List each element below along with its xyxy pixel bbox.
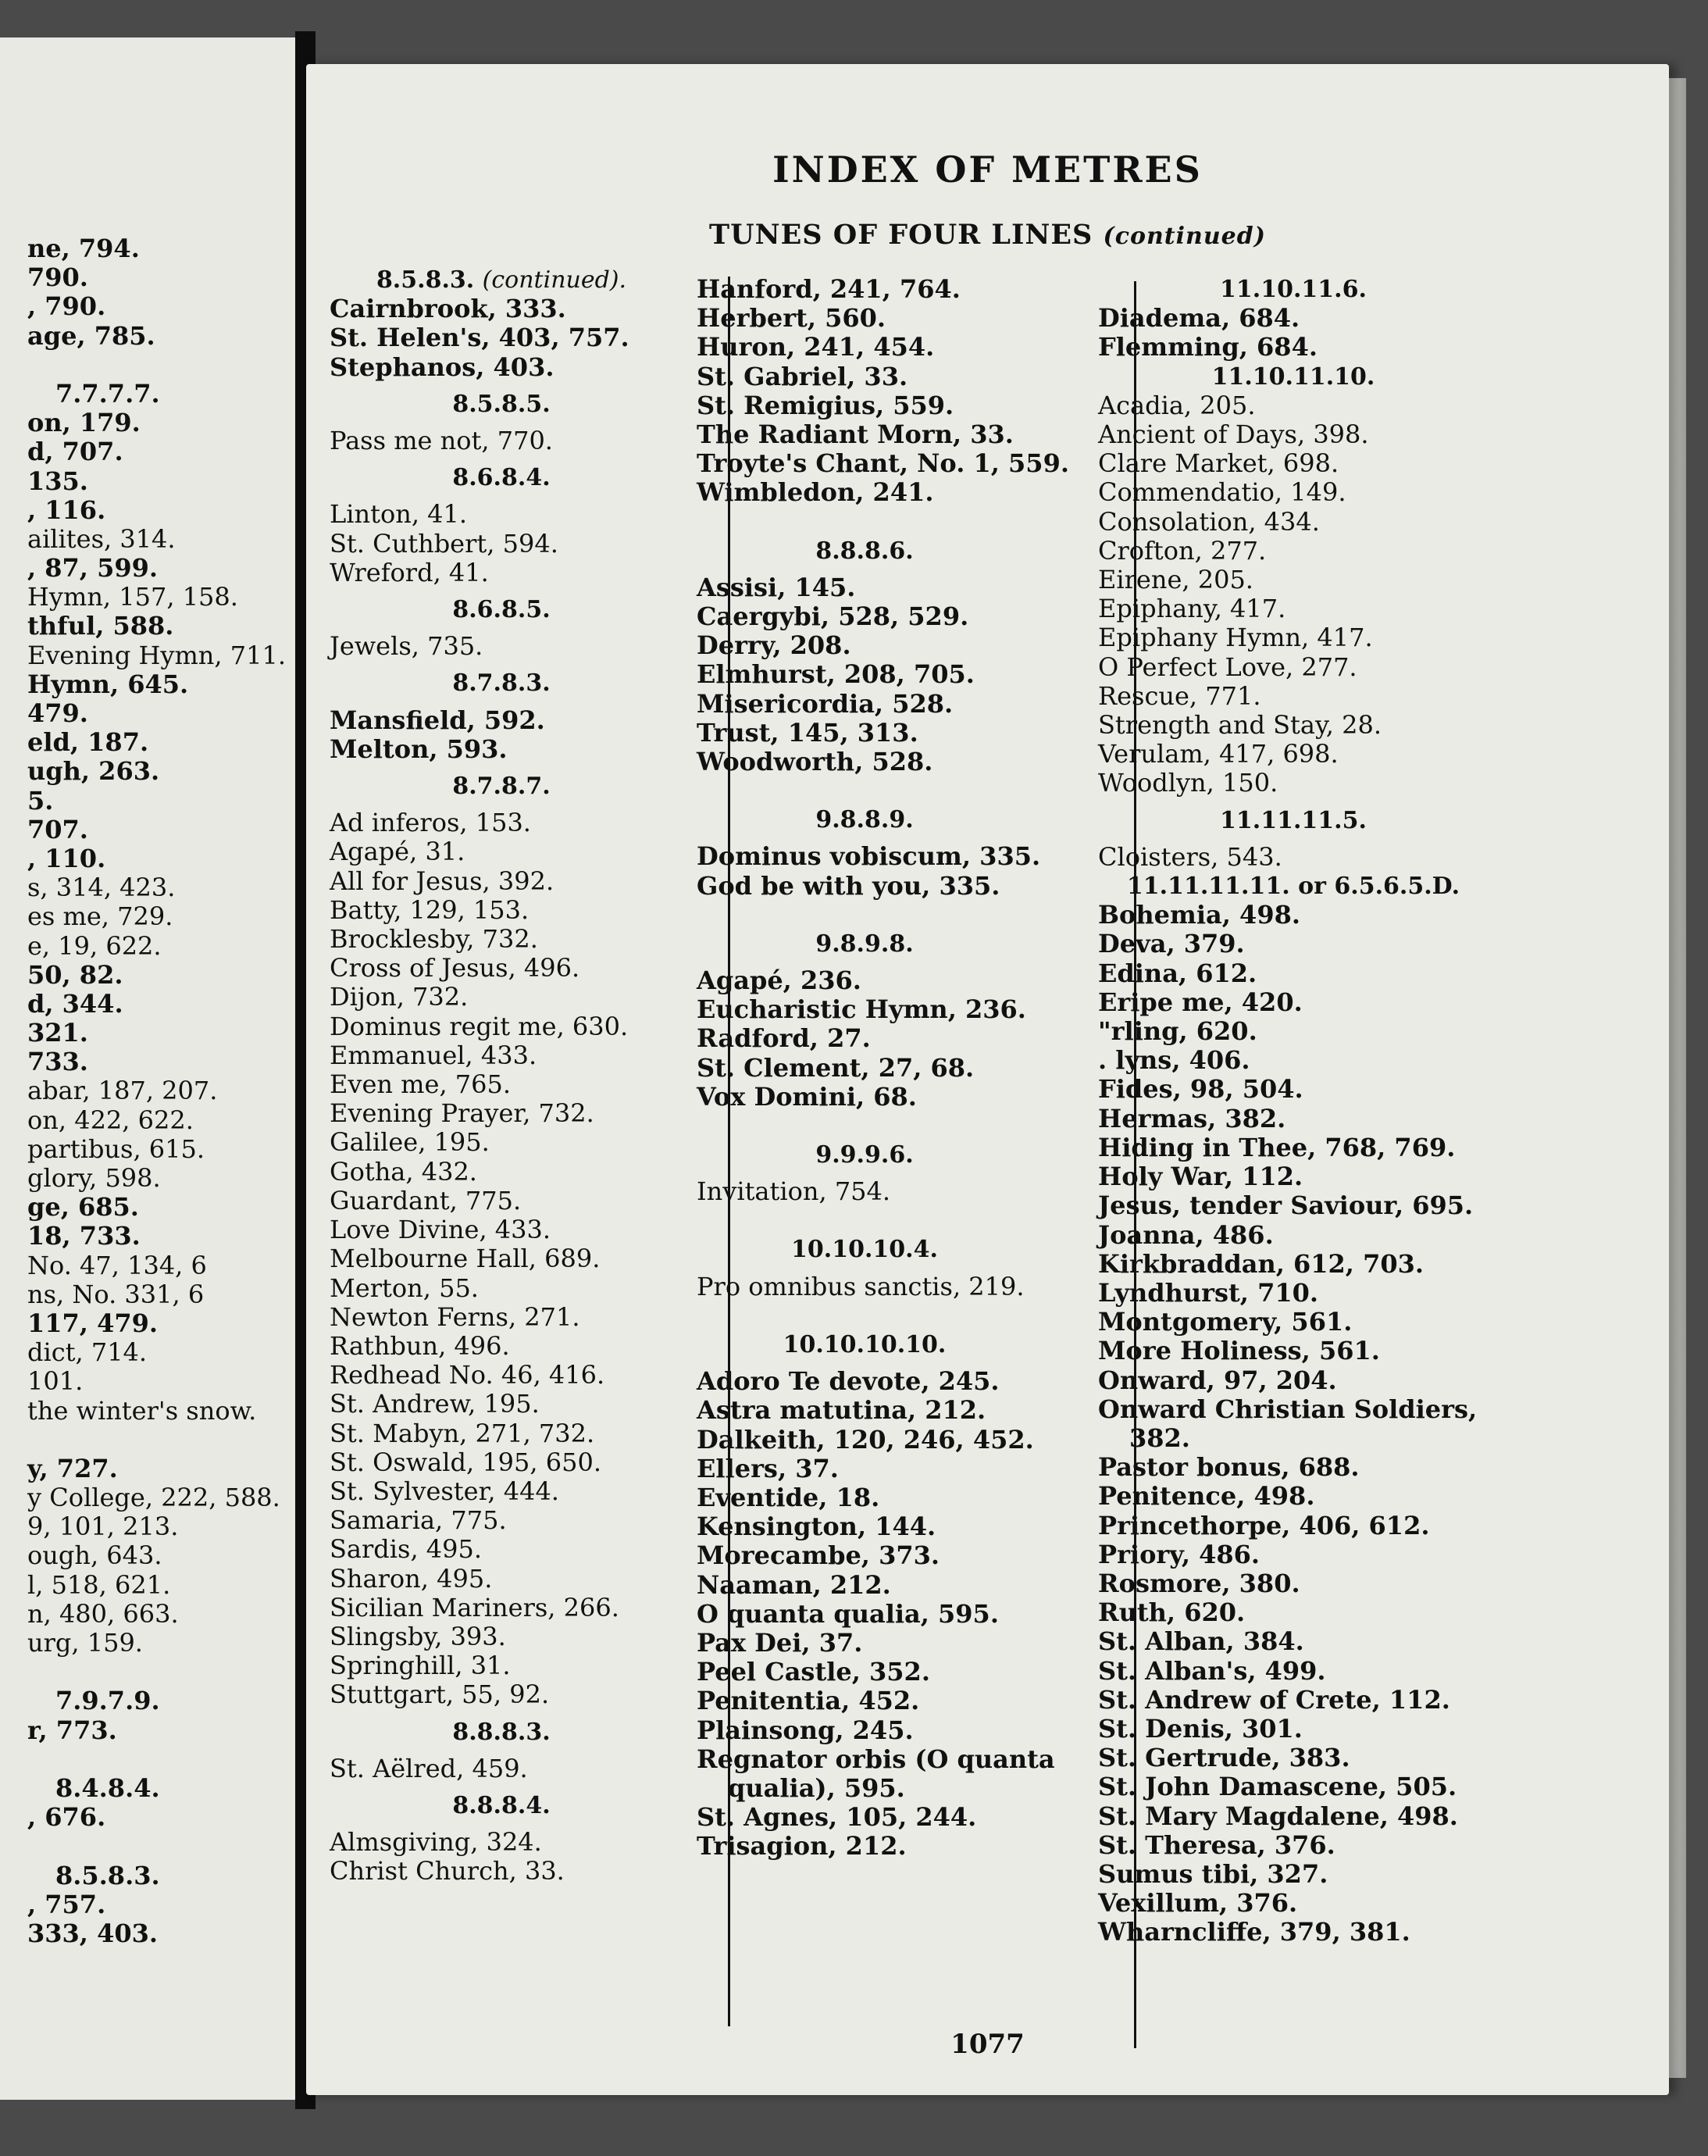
tune-entry: Dijon, 732.: [330, 982, 469, 1012]
tune-entry: Pro omnibus sanctis, 219.: [697, 1271, 1025, 1301]
tune-entry: . lyns, 406.: [1098, 1045, 1250, 1076]
tune-entry-fragment: partibus, 615.: [27, 1133, 205, 1164]
tune-entry-fragment: thful, 588.: [27, 611, 174, 641]
tune-list: [330, 294, 673, 382]
tune-entry: Stephanos, 403.: [330, 352, 554, 382]
tune-entry: Verulam, 417, 698.: [1098, 739, 1339, 769]
tune-entry-fragment: on, 179.: [27, 408, 141, 438]
tune-entry-fragment: d, 344.: [27, 988, 123, 1019]
tune-entry-fragment: urg, 159.: [27, 1628, 143, 1658]
metre-heading: 10.10.10.10.: [783, 1330, 947, 1358]
tune-entry-fragment: Hymn, 157, 158.: [27, 582, 238, 612]
tune-entry-fragment: , 790.: [27, 291, 106, 322]
tune-entry: Springhill, 31.: [330, 1651, 511, 1681]
tune-entry-fragment: 479.: [27, 698, 88, 728]
tune-entry: Jewels, 735.: [330, 631, 483, 662]
tune-entry: Even me, 765.: [330, 1069, 512, 1100]
tune-entry-fragment: 321.: [27, 1018, 88, 1048]
metre-heading: 8.6.8.4.: [452, 464, 551, 492]
tune-entry: Cloisters, 543.: [1098, 841, 1282, 872]
tune-entry: Rosmore, 380.: [1098, 1568, 1300, 1598]
tune-entry: Montgomery, 561.: [1098, 1307, 1353, 1337]
tune-entry-fragment: ns, No. 331, 6: [27, 1279, 205, 1309]
metre-heading: 7.7.7.7.: [55, 378, 160, 409]
tune-entry: Stuttgart, 55, 92.: [330, 1679, 550, 1710]
tune-entry: Dominus regit me, 630.: [330, 1011, 629, 1041]
tune-entry: Sharon, 495.: [330, 1563, 493, 1594]
tune-entry: Vox Domini, 68.: [697, 1081, 917, 1112]
index-page: [306, 64, 1669, 2095]
tune-entry-fragment: glory, 598.: [27, 1163, 161, 1193]
tune-entry: Dalkeith, 120, 246, 452.: [697, 1424, 1034, 1455]
tune-entry-fragment: , 757.: [27, 1889, 106, 1919]
tune-entry: All for Jesus, 392.: [330, 866, 554, 896]
tune-entry: Ellers, 37.: [697, 1453, 839, 1483]
tune-entry: Love Divine, 433.: [330, 1215, 551, 1245]
tune-entry: Radford, 27.: [697, 1023, 871, 1054]
page-number: 1077: [950, 2029, 1025, 2060]
subtitle-continued: (continued): [1103, 223, 1266, 250]
tune-entry: St. Mary Magdalene, 498.: [1098, 1801, 1458, 1831]
tune-entry: St. Theresa, 376.: [1098, 1829, 1335, 1860]
tune-entry: Sumus tibi, 327.: [1098, 1858, 1328, 1889]
tune-list: [330, 632, 673, 661]
tune-list: [1098, 391, 1489, 798]
page-title: INDEX OF METRES: [772, 148, 1203, 191]
tune-entry: Eucharistic Hymn, 236.: [697, 994, 1026, 1025]
tune-entry: Crofton, 277.: [1098, 535, 1267, 566]
tune-entry: Galilee, 195.: [330, 1127, 490, 1158]
tune-entry: Misericordia, 528.: [697, 688, 954, 719]
tune-entry: Dominus vobiscum, 335.: [697, 841, 1041, 872]
tune-entry: Pastor bonus, 688.: [1098, 1452, 1360, 1483]
tune-entry-fragment: Evening Hymn, 711.: [27, 640, 286, 670]
tune-entry: Ruth, 620.: [1098, 1597, 1246, 1628]
tune-entry: St. Agnes, 105, 244.: [697, 1802, 977, 1833]
tune-entry: Troyte's Chant, No. 1, 559.: [697, 448, 1069, 479]
metre-heading: 7.9.7.9.: [55, 1686, 160, 1716]
tune-entry-fragment: 101.: [27, 1366, 84, 1397]
tune-entry: St. Andrew of Crete, 112.: [1098, 1684, 1450, 1715]
tune-entry: Fides, 98, 504.: [1098, 1074, 1303, 1105]
tune-entry-fragment: 790.: [27, 262, 88, 293]
tune-list: [1098, 843, 1489, 872]
tune-entry-fragment: s, 314, 423.: [27, 873, 176, 903]
tune-entry: Assisi, 145.: [697, 572, 856, 602]
tune-entry: St. Helen's, 403, 757.: [330, 323, 629, 353]
tune-entry: O Perfect Love, 277.: [1098, 651, 1357, 682]
tune-entry: Consolation, 434.: [1098, 506, 1320, 537]
tune-entry-fragment: , 110.: [27, 843, 106, 873]
tune-entry-fragment: [27, 1658, 286, 1687]
tune-entry-fragment: [27, 1832, 286, 1861]
subtitle-text: TUNES OF FOUR LINES: [709, 219, 1093, 251]
tune-entry: St. Remigius, 559.: [697, 390, 954, 420]
tune-entry-fragment: abar, 187, 207.: [27, 1076, 218, 1106]
tune-entry-fragment: Hymn, 645.: [27, 669, 189, 699]
tune-entry-fragment: [27, 1745, 286, 1774]
tune-entry: Cairnbrook, 333.: [330, 294, 566, 324]
tune-entry-fragment: the winter's snow.: [27, 1395, 257, 1426]
tune-entry-fragment: ough, 643.: [27, 1540, 162, 1571]
tune-entry: 382.: [1129, 1422, 1190, 1453]
tune-entry: Sardis, 495.: [330, 1534, 483, 1565]
tune-entry-fragment: y College, 222, 588.: [27, 1483, 280, 1513]
column-1: [330, 266, 673, 1886]
tune-entry: Acadia, 205.: [1098, 390, 1256, 420]
tune-entry: More Holiness, 561.: [1098, 1336, 1380, 1366]
tune-entry: St. John Damascene, 505.: [1098, 1772, 1457, 1802]
tune-entry: Flemming, 684.: [1098, 332, 1318, 362]
metre-heading: 8.4.8.4.: [55, 1772, 160, 1803]
tune-entry-fragment: 50, 82.: [27, 959, 123, 990]
tune-entry: Clare Market, 698.: [1098, 448, 1339, 479]
tune-entry: Strength and Stay, 28.: [1098, 710, 1382, 741]
metre-heading: 11.10.11.10.: [1211, 362, 1375, 391]
tune-list: [697, 1273, 1032, 1301]
page-edge: [1669, 78, 1686, 2078]
tune-entry: Eripe me, 420.: [1098, 987, 1303, 1017]
tune-list: [330, 1754, 673, 1783]
tune-entry: St. Mabyn, 271, 732.: [330, 1418, 595, 1448]
tune-entry: Elmhurst, 208, 705.: [697, 659, 975, 690]
tune-entry: Edina, 612.: [1098, 958, 1257, 988]
tune-entry-fragment: ne, 794.: [27, 234, 140, 263]
tune-entry: Trust, 145, 313.: [697, 717, 918, 748]
tune-entry-fragment: dict, 714.: [27, 1337, 148, 1368]
tune-entry-fragment: 135.: [27, 466, 88, 496]
tune-entry: Woodworth, 528.: [697, 747, 933, 777]
tune-entry: Caergybi, 528, 529.: [697, 601, 969, 632]
tune-entry: Peel Castle, 352.: [697, 1657, 930, 1687]
tune-entry: Samaria, 775.: [330, 1505, 507, 1536]
tune-entry: Epiphany, 417.: [1098, 594, 1286, 624]
tune-entry: Merton, 55.: [330, 1273, 479, 1303]
tune-entry: Adoro Te devote, 245.: [697, 1366, 1000, 1397]
tune-list: [330, 808, 673, 1709]
tune-list: [1098, 1453, 1489, 1947]
tune-entry: Brocklesby, 732.: [330, 924, 538, 955]
tune-entry: Rescue, 771.: [1098, 680, 1261, 711]
tune-entry: Onward Christian Soldiers,: [1098, 1394, 1478, 1424]
metre-heading: 8.8.8.4.: [452, 1791, 551, 1819]
metre-heading: 8.5.8.3.: [55, 1860, 160, 1890]
tune-entry: Almsgiving, 324.: [330, 1827, 542, 1858]
tune-list: [330, 427, 673, 455]
tune-entry: Sicilian Mariners, 266.: [330, 1592, 619, 1622]
tune-list: [697, 274, 1069, 508]
tune-entry-fragment: [27, 351, 286, 380]
previous-page: [0, 37, 295, 2100]
tune-entry: Commendatio, 149.: [1098, 477, 1346, 508]
tune-entry: qualia), 595.: [728, 1772, 905, 1803]
tune-list: [697, 1803, 1032, 1861]
tune-entry: Melton, 593.: [330, 734, 508, 764]
tune-list: [697, 573, 1032, 776]
tune-entry: St. Denis, 301.: [1098, 1713, 1303, 1744]
tune-entry: Gotha, 432.: [330, 1156, 477, 1187]
tune-entry: Newton Ferns, 271.: [330, 1301, 580, 1332]
tune-entry-fragment: n, 480, 663.: [27, 1598, 179, 1629]
metre-heading: 10.10.10.4.: [791, 1236, 938, 1264]
tune-entry: Pax Dei, 37.: [697, 1627, 863, 1658]
metre-heading: 11.11.11.5.: [1220, 806, 1367, 834]
tune-entry-fragment: [27, 1426, 286, 1455]
tune-entry-fragment: , 116.: [27, 494, 106, 525]
tune-entry: Onward, 97, 204.: [1098, 1365, 1337, 1395]
tune-entry: Joanna, 486.: [1098, 1219, 1274, 1250]
metre-heading: 11.11.11.11. or 6.5.6.5.D.: [1126, 873, 1460, 901]
tune-entry: Hanford, 241, 764.: [697, 274, 961, 304]
tune-entry: Holy War, 112.: [1098, 1162, 1303, 1192]
tune-entry: Ancient of Days, 398.: [1098, 419, 1369, 450]
tune-entry: Invitation, 754.: [697, 1176, 891, 1207]
tune-list: [330, 1828, 673, 1886]
tune-entry: Hiding in Thee, 768, 769.: [1098, 1132, 1456, 1162]
tune-entry-fragment: No. 47, 134, 6: [27, 1250, 207, 1280]
tune-list: [697, 841, 1041, 901]
metre-heading: 9.9.9.6.: [815, 1141, 914, 1169]
tune-entry: Wharncliffe, 379, 381.: [1098, 1917, 1410, 1947]
tune-entry: God be with you, 335.: [697, 870, 1000, 901]
tune-entry: Ad inferos, 153.: [330, 808, 531, 838]
metre-heading: 8.8.8.3.: [452, 1718, 551, 1746]
tune-entry: Eventide, 18.: [697, 1482, 880, 1512]
tune-entry-fragment: ge, 685.: [27, 1192, 139, 1223]
tune-entry-fragment: 18, 733.: [27, 1221, 141, 1251]
metre-heading: 11.10.11.6.: [1220, 276, 1367, 303]
tune-list: [1098, 901, 1489, 1394]
tune-entry: "rling, 620.: [1098, 1016, 1257, 1047]
tune-entry: St. Sylvester, 444.: [330, 1476, 559, 1506]
tune-entry: Agapé, 31.: [330, 837, 465, 867]
tune-entry: St. Alban's, 499.: [1098, 1655, 1326, 1686]
tune-entry: Plainsong, 245.: [697, 1715, 914, 1745]
tune-entry: Guardant, 775.: [330, 1185, 522, 1215]
tune-entry: Naaman, 212.: [697, 1569, 891, 1600]
tune-entry-fragment: 707.: [27, 814, 88, 844]
tune-entry: St. Cuthbert, 594.: [330, 528, 558, 559]
tune-entry-fragment: 9, 101, 213.: [27, 1512, 179, 1542]
tune-entry-fragment: d, 707.: [27, 437, 123, 467]
tune-entry: Morecambe, 373.: [697, 1540, 940, 1571]
tune-entry: Christ Church, 33.: [330, 1856, 565, 1886]
tune-entry: Lyndhurst, 710.: [1098, 1277, 1318, 1308]
tune-entry: Melbourne Hall, 689.: [330, 1244, 601, 1274]
tune-entry-fragment: r, 773.: [27, 1715, 117, 1745]
tune-entry-fragment: ailites, 314.: [27, 523, 176, 554]
tune-entry-fragment: , 676.: [27, 1802, 106, 1833]
tune-entry: Princethorpe, 406, 612.: [1098, 1510, 1430, 1540]
tune-entry: Priory, 486.: [1098, 1539, 1260, 1569]
tune-entry: Derry, 208.: [697, 630, 851, 661]
tune-entry: Emmanuel, 433.: [330, 1040, 537, 1070]
tune-entry-fragment: , 87, 599.: [27, 553, 159, 584]
tune-entry: Diadema, 684.: [1098, 303, 1300, 334]
tune-entry: Wimbledon, 241.: [697, 477, 934, 508]
tune-list: [1098, 304, 1489, 362]
tune-entry: Wreford, 41.: [330, 557, 489, 587]
tune-entry: St. Alban, 384.: [1098, 1626, 1304, 1657]
tune-entry: St. Oswald, 195, 650.: [330, 1447, 601, 1477]
tune-entry: Astra matutina, 212.: [697, 1395, 986, 1426]
metre-heading: 9.8.9.8.: [815, 930, 914, 958]
tune-entry-fragment: y, 727.: [27, 1453, 118, 1483]
tune-entry: Agapé, 236.: [697, 966, 861, 996]
tune-entry: St. Aëlred, 459.: [330, 1753, 528, 1783]
tune-entry: St. Clement, 27, 68.: [697, 1052, 975, 1083]
tune-entry-fragment: l, 518, 621.: [27, 1569, 171, 1600]
metre-heading: 8.5.8.5.: [452, 390, 551, 418]
tune-entry: Jesus, tender Saviour, 695.: [1098, 1190, 1474, 1221]
tune-entry: St. Andrew, 195.: [330, 1389, 540, 1419]
tune-entry: Regnator orbis (O quanta: [697, 1744, 1055, 1774]
tune-entry: Penitentia, 452.: [697, 1686, 920, 1716]
tune-entry: Redhead No. 46, 416.: [330, 1360, 605, 1390]
tune-entry: Cross of Jesus, 496.: [330, 953, 580, 983]
tune-entry-fragment: 733.: [27, 1047, 88, 1077]
tune-entry-fragment: 117, 479.: [27, 1308, 158, 1338]
tune-entry: Huron, 241, 454.: [697, 332, 935, 362]
tune-entry-fragment: 5.: [27, 785, 54, 816]
tune-entry: Kensington, 144.: [697, 1512, 936, 1542]
tune-entry: Pass me not, 770.: [330, 426, 553, 456]
column-2: [697, 274, 1069, 1862]
tune-entry-fragment: e, 19, 622.: [27, 930, 162, 961]
tune-list: [330, 500, 673, 587]
tune-entry-fragment: ugh, 263.: [27, 756, 160, 787]
previous-page-text: [27, 234, 286, 1948]
tune-entry: Trisagion, 212.: [697, 1831, 907, 1862]
metre-heading: 8.6.8.5.: [452, 596, 551, 624]
tune-list: [697, 1177, 1032, 1206]
tune-entry: Rathbun, 496.: [330, 1330, 510, 1361]
tune-entry: Kirkbraddan, 612, 703.: [1098, 1248, 1425, 1279]
tune-entry: Linton, 41.: [330, 499, 468, 530]
tune-entry: Bohemia, 498.: [1098, 900, 1300, 930]
tune-entry: Epiphany Hymn, 417.: [1098, 623, 1373, 653]
metre-heading: 8.7.8.7.: [452, 773, 551, 801]
tune-entry: Deva, 379.: [1098, 929, 1245, 959]
tune-entry-fragment: es me, 729.: [27, 901, 173, 932]
page-subtitle: [306, 219, 1669, 251]
tune-list: [697, 966, 1032, 1112]
metre-heading: 8.7.8.3.: [452, 669, 551, 698]
tune-entry-fragment: 333, 403.: [27, 1918, 158, 1948]
tune-entry: St. Gabriel, 33.: [697, 361, 908, 391]
tune-entry: O quanta qualia, 595.: [697, 1598, 999, 1629]
tune-entry: St. Gertrude, 383.: [1098, 1743, 1350, 1773]
tune-entry: Woodlyn, 150.: [1098, 768, 1278, 798]
tune-entry-fragment: age, 785.: [27, 320, 155, 351]
tune-entry: Eirene, 205.: [1098, 565, 1253, 595]
tune-entry: Hermas, 382.: [1098, 1103, 1286, 1133]
tune-entry: Herbert, 560.: [697, 303, 886, 334]
tune-list: [330, 706, 673, 764]
tune-entry-fragment: eld, 187.: [27, 727, 149, 758]
metre-heading: 9.8.8.9.: [815, 806, 914, 834]
tune-entry-fragment: on, 422, 622.: [27, 1105, 194, 1135]
tune-entry: Penitence, 498.: [1098, 1481, 1315, 1512]
tune-entry: Slingsby, 393.: [330, 1621, 506, 1651]
tune-entry: The Radiant Morn, 33.: [697, 419, 1014, 450]
tune-entry: Vexillum, 376.: [1098, 1888, 1298, 1919]
tune-entry: Evening Prayer, 732.: [330, 1098, 594, 1129]
metre-heading: 8.8.8.6.: [815, 537, 914, 565]
tune-list: [697, 1367, 1032, 1745]
metre-heading: 8.5.8.3. (continued).: [376, 266, 627, 294]
tune-entry: Batty, 129, 153.: [330, 894, 530, 925]
tune-entry: Mansfield, 592.: [330, 705, 545, 735]
column-3: [1098, 275, 1489, 1947]
